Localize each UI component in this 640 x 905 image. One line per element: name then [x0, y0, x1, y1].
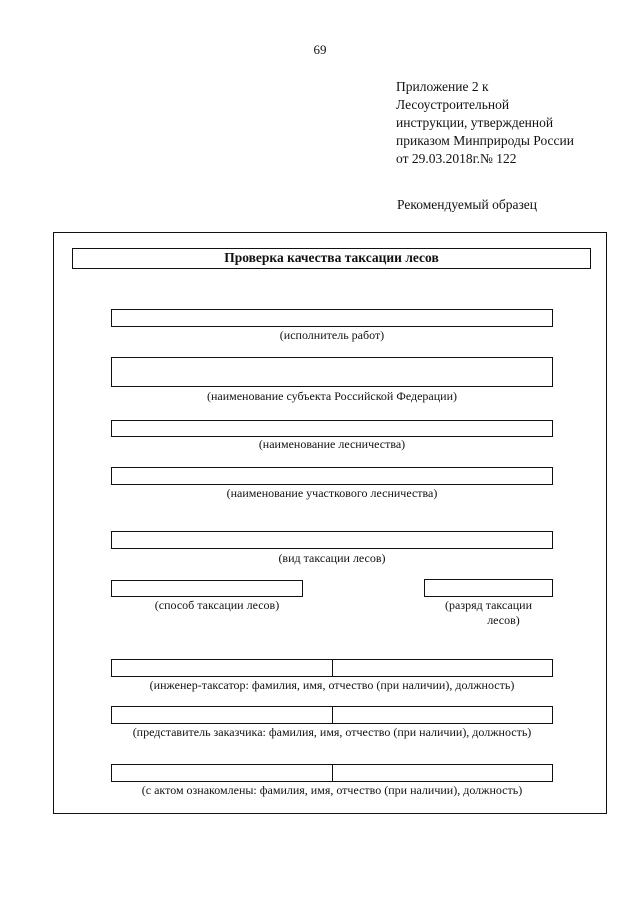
engineer-name-cell[interactable]: [112, 660, 332, 676]
region-field[interactable]: [111, 357, 553, 387]
district-forestry-field[interactable]: [111, 467, 553, 485]
forestry-field[interactable]: [111, 420, 553, 437]
region-caption: (наименование субъекта Российской Федерации): [206, 389, 458, 403]
engineer-position-cell[interactable]: [332, 660, 553, 676]
taxation-rank-caption: [424, 598, 553, 628]
acknowledged-position-cell[interactable]: [332, 765, 553, 781]
taxation-type-field[interactable]: [111, 531, 553, 549]
taxation-method-field[interactable]: [111, 580, 303, 597]
acknowledged-caption: (с актом ознакомлены: фамилия, имя, отчество (при наличии), должность): [141, 783, 523, 797]
forestry-caption: (наименование лесничества): [258, 437, 406, 451]
district-forestry-caption: (наименование участкового лесничества): [226, 486, 438, 500]
appendix-line: инструкции, утвержденной: [396, 115, 554, 130]
taxation-rank-caption-line: (разряд таксации: [445, 598, 532, 612]
engineer-caption: (инженер-таксатор: фамилия, имя, отчество (при наличии), должность): [149, 678, 515, 692]
form-title: Проверка качества таксации лесов: [72, 248, 591, 269]
appendix-line: от 29.03.2018г.№ 122: [396, 151, 517, 166]
acknowledged-field[interactable]: [111, 764, 553, 782]
engineer-field[interactable]: [111, 659, 553, 677]
customer-rep-position-cell[interactable]: [332, 707, 553, 723]
taxation-type-caption: (вид таксации лесов): [278, 551, 386, 565]
appendix-line: Приложение 2 к: [396, 79, 489, 94]
taxation-rank-field[interactable]: [424, 579, 553, 597]
contractor-caption: (исполнитель работ): [279, 328, 385, 342]
customer-rep-caption: (представитель заказчика: фамилия, имя, отчество (при наличии), должность): [132, 725, 532, 739]
appendix-line: Лесоустроительной: [396, 97, 510, 112]
taxation-rank-caption-line: лесов): [487, 613, 520, 627]
recommended-sample-label: Рекомендуемый образец: [397, 197, 538, 212]
acknowledged-name-cell[interactable]: [112, 765, 332, 781]
page-number: 69: [313, 42, 327, 57]
contractor-field[interactable]: [111, 309, 553, 327]
appendix-note: [396, 78, 636, 168]
customer-rep-field[interactable]: [111, 706, 553, 724]
taxation-method-caption: (способ таксации лесов): [154, 598, 280, 612]
appendix-line: приказом Минприроды России: [396, 133, 574, 148]
customer-rep-name-cell[interactable]: [112, 707, 332, 723]
